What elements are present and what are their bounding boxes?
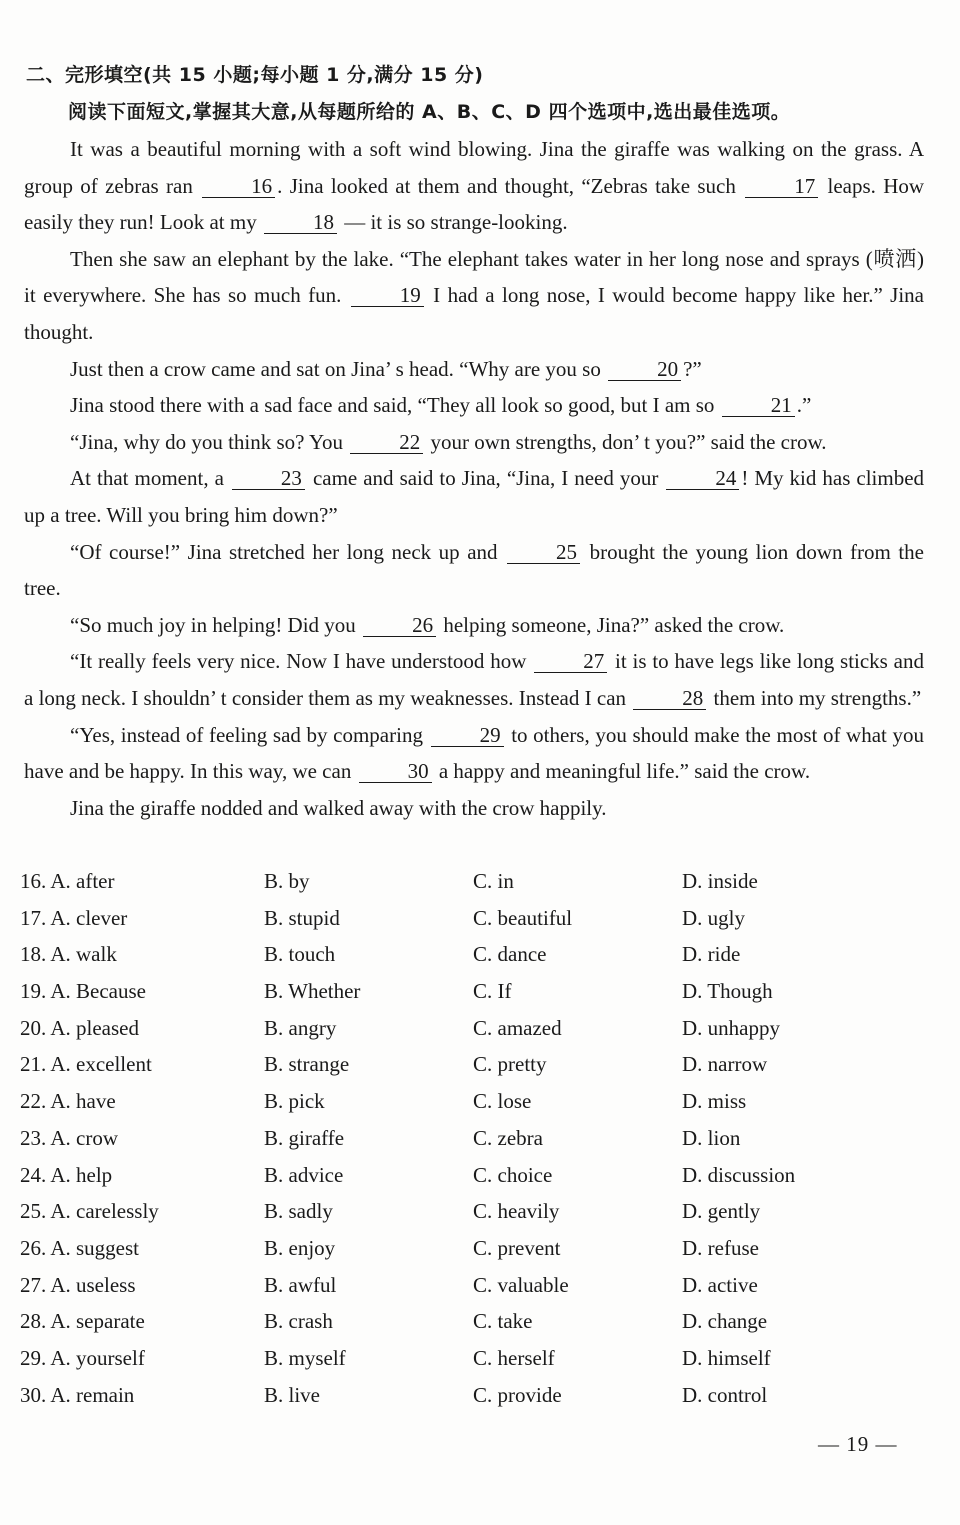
option-a: 30. A. remain <box>20 1382 135 1407</box>
option-row-22 <box>20 1086 940 1123</box>
passage-text: . Jina looked at them and thought, “Zebras take such <box>277 173 736 198</box>
option-row-29 <box>20 1343 940 1380</box>
option-d: D. narrow <box>682 1052 768 1077</box>
option-a: 21. A. excellent <box>20 1052 152 1077</box>
passage-text: ?” <box>683 356 702 381</box>
option-c: C. valuable <box>473 1272 569 1297</box>
option-c: C. If <box>473 979 512 1004</box>
option-c: C. zebra <box>473 1125 543 1150</box>
option-b: B. sadly <box>264 1199 333 1224</box>
option-row-18 <box>20 939 940 976</box>
passage-text: Then she saw an elephant by the lake. “The elephant takes water in her long nose and sprays (喷洒) it everywhere. She has so much fun. <box>24 246 924 308</box>
answer-options <box>20 866 940 1416</box>
option-d: D. miss <box>682 1089 747 1114</box>
paragraph-8 <box>24 607 924 644</box>
blank-25: 25 <box>507 541 580 564</box>
passage-text: came and said to Jina, “Jina, I need your <box>312 466 659 491</box>
blank-27: 27 <box>534 650 607 673</box>
option-b: B. myself <box>264 1345 346 1370</box>
option-d: D. discussion <box>682 1162 796 1187</box>
blank-21: 21 <box>722 394 795 417</box>
passage-text: leaps. How easily they run! Look at my <box>24 173 925 235</box>
option-c: C. in <box>473 869 514 893</box>
option-row-23 <box>20 1123 940 1160</box>
option-row-27 <box>20 1270 940 1307</box>
instructions: 阅读下面短文,掌握其大意,从每题所给的 A、B、C、D 四个选项中,选出最佳选项。 <box>68 101 791 123</box>
blank-29: 29 <box>431 724 504 747</box>
option-d: D. ugly <box>682 905 745 930</box>
option-a: 24. A. help <box>20 1162 113 1187</box>
passage-text: “Jina, why do you think so? You <box>70 429 344 454</box>
passage-text: brought the young lion down from the tree. <box>24 539 925 601</box>
option-d: D. gently <box>682 1199 761 1224</box>
blank-22: 22 <box>350 431 423 454</box>
option-b: B. Whether <box>264 979 361 1004</box>
blank-26: 26 <box>363 614 436 637</box>
paragraph-7 <box>24 534 924 607</box>
option-row-26 <box>20 1233 940 1270</box>
paragraph-4 <box>24 387 924 424</box>
option-b: B. awful <box>264 1272 337 1297</box>
option-c: C. pretty <box>473 1052 547 1077</box>
passage-text: I had a long nose, I would become happy like her.” Jina thought. <box>24 283 924 344</box>
option-row-24 <box>20 1160 940 1197</box>
option-b: B. stupid <box>264 905 340 930</box>
blank-30: 30 <box>359 760 432 783</box>
passage-text: At that moment, a <box>70 466 224 491</box>
option-a: 29. A. yourself <box>20 1345 145 1370</box>
passage-text: your own strengths, don’ t you?” said the crow. <box>430 429 827 454</box>
option-c: C. heavily <box>473 1199 560 1224</box>
passage-text: Jina stood there with a sad face and said, “They all look so good, but I am so <box>70 393 715 418</box>
option-b: B. strange <box>264 1052 350 1077</box>
option-d: D. lion <box>682 1125 741 1150</box>
option-row-19 <box>20 976 940 1013</box>
option-b: B. enjoy <box>264 1235 336 1260</box>
option-b: B. angry <box>264 1015 337 1040</box>
option-d: D. change <box>682 1309 768 1334</box>
option-a: 19. A. Because <box>20 979 146 1004</box>
option-c: C. amazed <box>473 1015 562 1040</box>
cloze-passage <box>24 131 924 826</box>
paragraph-2 <box>24 241 924 351</box>
option-c: C. lose <box>473 1089 532 1114</box>
option-a: 16. A. after <box>20 869 115 893</box>
blank-16: 16 <box>202 175 275 198</box>
passage-text: a happy and meaningful life.” said the crow. <box>438 759 811 784</box>
section-title: 二、完形填空(共 15 小题;每小题 1 分,满分 15 分) <box>26 64 484 86</box>
option-c: C. choice <box>473 1162 553 1187</box>
option-row-21 <box>20 1049 940 1086</box>
passage-text: Jina the giraffe nodded and walked away with the crow happily. <box>70 795 607 820</box>
option-a: 23. A. crow <box>20 1125 118 1150</box>
passage-text: to others, you should make the most of what you have and be happy. In this way, we can <box>24 722 925 784</box>
option-d: D. himself <box>682 1345 771 1370</box>
option-c: C. beautiful <box>473 905 573 930</box>
option-d: D. refuse <box>682 1235 759 1260</box>
option-a: 20. A. pleased <box>20 1015 139 1040</box>
paragraph-10 <box>24 717 924 790</box>
option-c: C. provide <box>473 1382 562 1407</box>
blank-18: 18 <box>264 211 337 234</box>
option-d: D. inside <box>682 869 758 893</box>
option-a: 28. A. separate <box>20 1309 145 1334</box>
option-a: 17. A. clever <box>20 905 128 930</box>
passage-text: “It really feels very nice. Now I have understood how <box>70 649 527 674</box>
paragraph-6 <box>24 460 924 533</box>
option-b: B. by <box>264 869 310 893</box>
option-a: 25. A. carelessly <box>20 1199 159 1224</box>
blank-23: 23 <box>232 467 305 490</box>
option-c: C. dance <box>473 942 547 967</box>
blank-20: 20 <box>608 358 681 381</box>
option-b: B. live <box>264 1382 320 1407</box>
blank-28: 28 <box>633 687 706 710</box>
option-c: C. prevent <box>473 1235 561 1260</box>
paragraph-3 <box>24 351 924 388</box>
option-a: 18. A. walk <box>20 942 117 967</box>
passage-text: “Of course!” Jina stretched her long neck up and <box>70 539 498 564</box>
option-d: D. control <box>682 1382 768 1407</box>
paragraph-1 <box>24 131 924 241</box>
passage-text: ! My kid has climbed up a tree. Will you bring him down?” <box>24 466 925 527</box>
option-c: C. take <box>473 1309 533 1334</box>
option-a: 22. A. have <box>20 1089 116 1114</box>
blank-19: 19 <box>351 284 424 307</box>
option-a: 27. A. useless <box>20 1272 136 1297</box>
option-row-28 <box>20 1306 940 1343</box>
option-b: B. advice <box>264 1162 344 1187</box>
option-row-30 <box>20 1380 940 1417</box>
passage-text: them into my strengths.” <box>713 685 922 710</box>
passage-text: Just then a crow came and sat on Jina’ s head. “Why are you so <box>70 356 601 381</box>
passage-text: “Yes, instead of feeling sad by comparing <box>70 722 423 747</box>
paragraph-9 <box>24 643 924 716</box>
option-b: B. pick <box>264 1089 325 1114</box>
option-c: C. herself <box>473 1345 555 1370</box>
option-b: B. giraffe <box>264 1125 345 1150</box>
passage-text: .” <box>796 393 812 418</box>
option-row-16 <box>20 866 940 903</box>
paragraph-5 <box>24 424 924 461</box>
option-d: D. ride <box>682 942 741 967</box>
option-d: D. Though <box>682 979 773 1004</box>
blank-24: 24 <box>666 467 739 490</box>
paragraph-11 <box>24 790 924 827</box>
option-a: 26. A. suggest <box>20 1235 140 1260</box>
option-row-17 <box>20 903 940 940</box>
passage-text: helping someone, Jina?” asked the crow. <box>443 612 785 637</box>
option-b: B. crash <box>264 1309 333 1334</box>
option-d: D. active <box>682 1272 758 1297</box>
passage-text: It was a beautiful morning with a soft wind blowing. Jina the giraffe was walking on the grass. A group of zebras ran <box>24 137 924 198</box>
option-d: D. unhappy <box>682 1015 780 1040</box>
passage-text: “So much joy in helping! Did you <box>70 612 356 637</box>
passage-text: — it is so strange-looking. <box>344 210 568 235</box>
page-number: — 19 — <box>818 1432 898 1456</box>
passage-text: it is to have legs like long sticks and a long neck. I shouldn’ t consider them as my weaknesses. Instead I can <box>24 649 924 710</box>
blank-17: 17 <box>745 175 818 198</box>
option-b: B. touch <box>264 942 336 967</box>
option-row-25 <box>20 1196 940 1233</box>
option-row-20 <box>20 1013 940 1050</box>
